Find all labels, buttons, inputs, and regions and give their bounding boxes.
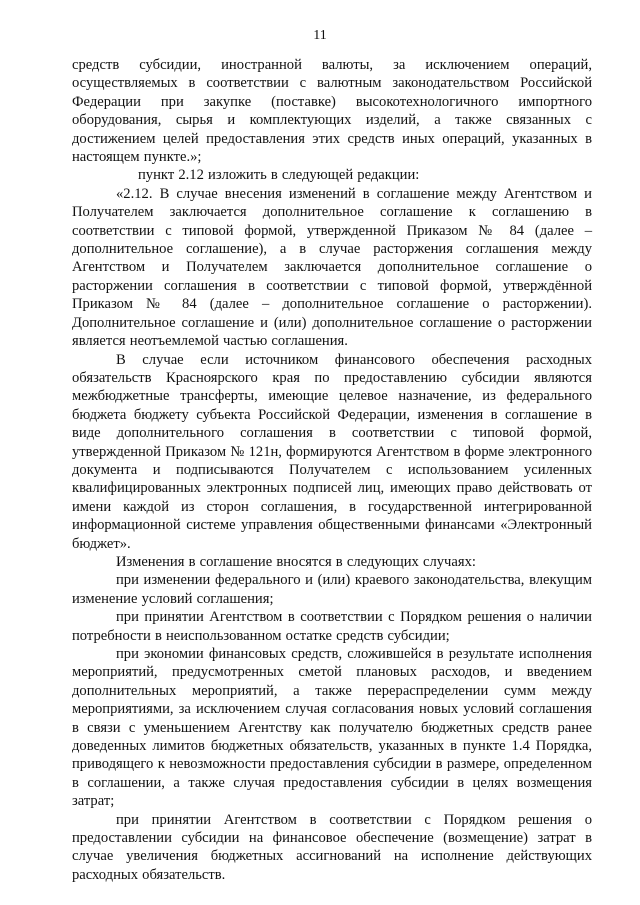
paragraph-case-unused-balance: при принятии Агентством в соответствии с Порядком решения о наличии потребности в неиспользованном остатке средств субсидии;	[72, 609, 592, 644]
paragraph-case-legislation: при изменении федерального и (или) краевого законодательства, влекущим изменение условий соглашения;	[72, 572, 592, 607]
paragraph-case-increase: при принятии Агентством в соответствии с Порядком решения о предоставлении субсидии на финансовое обеспечение (возмещение) затрат в случае увеличения бюджетных ассигнований на исполнение действующих расходных обязательств.	[72, 811, 592, 883]
paragraph-case-savings: при экономии финансовых средств, сложившейся в результате исполнения мероприятий, предусмотренных сметой плановых расходов, и введением дополнительных мероприятий, а также перераспределении сумм между мероприятиями, за исключением случая согласования новых условий соглашения в связи с уменьшением Агентству как получателю бюджетных средств ранее доведенных лимитов бюджетных обязательств, указанных в пункте 1.4 Порядка, приводящего к невозможности предоставления субсидии в размере, определенном в соглашении, а также случая предоставления субсидии в целях возмещения затрат;	[72, 646, 592, 810]
paragraph-instruction: пункт 2.12 изложить в следующей редакции:	[138, 167, 420, 184]
paragraph-changes-intro: Изменения в соглашение вносятся в следующих случаях:	[116, 553, 476, 570]
paragraph-federal-transfers: В случае если источником финансового обеспечения расходных обязательств Красноярского края по предоставлению субсидии являются межбюджетные трансферты, имеющие целевое назначение, из федерального бюджета бюджету субъекта Российской Федерации, изменения в соглашение в виде дополнительного соглашения в соответствии с типовой формой, утвержденной Приказом № 121н, формируются Агентством в форме электронного документа и подписываются Получателем с использованием усиленных квалифицированных электронных подписей лиц, имеющих право действовать от имени каждой из сторон соглашения, в государственной интегрированной информационной системе управления общественными финансами «Электронный бюджет».	[72, 351, 592, 552]
page-number: 11	[313, 28, 327, 43]
paragraph-clause-2-12: «2.12. В случае внесения изменений в соглашение между Агентством и Получателем заключается дополнительное соглашение к соглашению в соответствии с типовой формой, утвержденной Приказом № 84 (далее – дополнительное соглашение), а в случае расторжения соглашения между Агентством и Получателем заключается дополнительное соглашение о расторжении соглашения в соответствии с типовой формой, утверждённой Приказом № 84 (далее – дополнительное соглашение о расторжении). Дополнительное соглашение и (или) дополнительное соглашение о расторжении является неотъемлемой частью соглашения.	[72, 185, 592, 350]
paragraph-continuation: средств субсидии, иностранной валюты, за исключением операций, осуществляемых в соответствии с валютным законодательством Российской Федерации при закупке (поставке) высокотехнологичного импортного оборудования, сырья и комплектующих изделий, а также связанных с достижением целей предоставления этих средств иных операций, указанных в настоящем пункте.»;	[72, 57, 592, 166]
document-body	[72, 56, 592, 884]
